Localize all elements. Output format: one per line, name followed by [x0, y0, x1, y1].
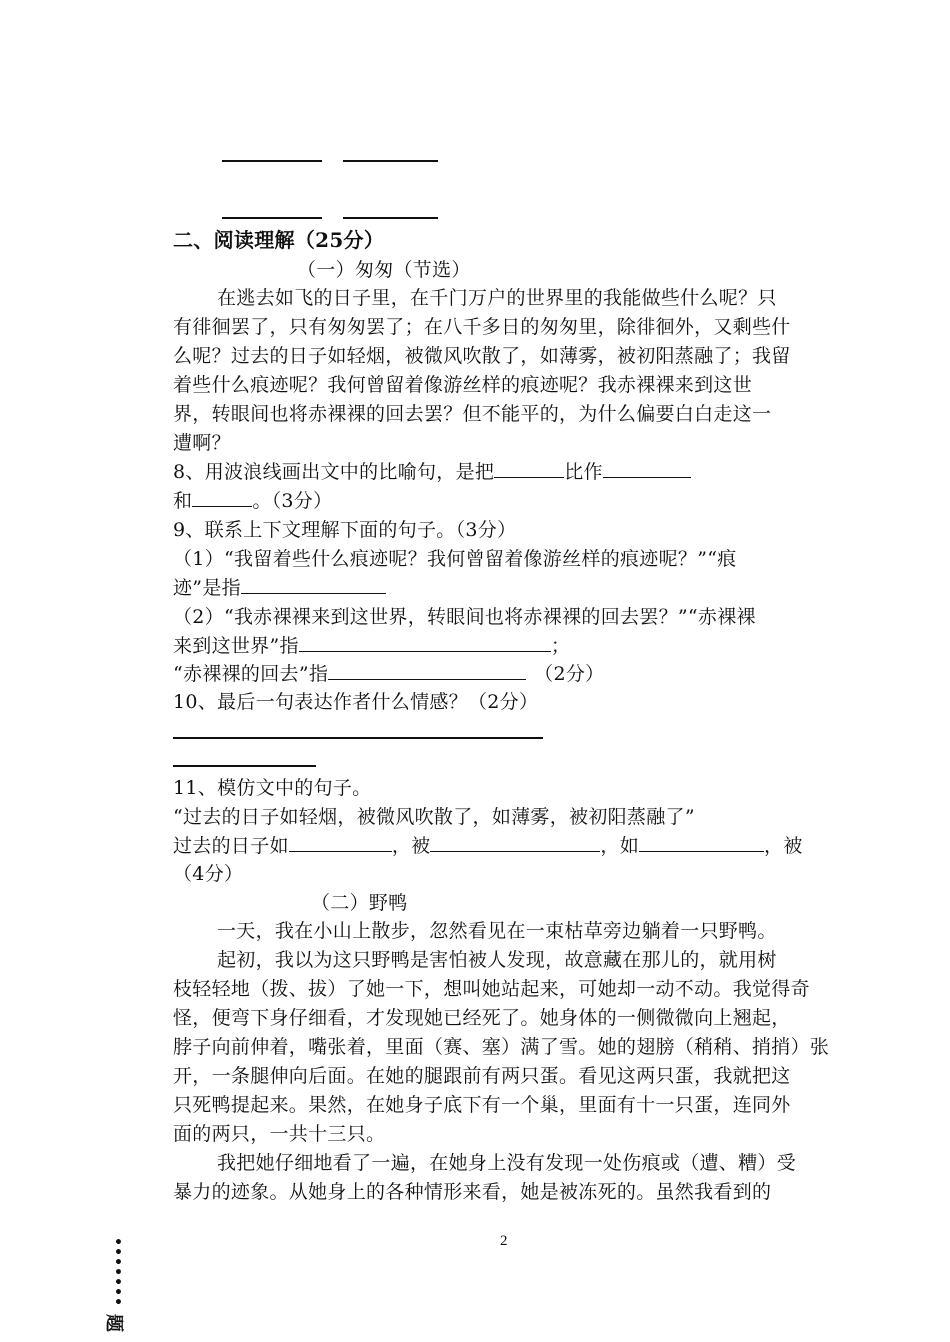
answer-blank[interactable] [241, 575, 386, 594]
passage-line: 着些什么痕迹呢？我何曾留着像游丝样的痕迹呢？我赤裸裸来到这世 [173, 374, 753, 396]
question-text: ，被 [764, 835, 803, 857]
margin-char: 题 [103, 1314, 124, 1332]
passage-line: 面的两只，一共十三只。 [173, 1123, 386, 1145]
passage-line: 只死鸭提起来。果然，在她身子底下有一个巢，里面有十一只蛋，连同外 [173, 1094, 791, 1116]
answer-blank[interactable] [603, 459, 691, 478]
question-9-part1: （1）“我留着些什么痕迹呢？我何曾留着像游丝样的痕迹呢？”“痕 [173, 548, 737, 570]
question-text: 迹”是指 [173, 577, 241, 599]
answer-blank[interactable] [494, 459, 564, 478]
passage-title: （一）匆匆（节选） [297, 259, 471, 281]
question-text: 。（3分） [252, 490, 333, 512]
question-9-part2: （2）“我赤裸裸来到这世界，转眼间也将赤裸裸的回去罢？”“赤裸裸 [173, 606, 756, 628]
page-number: 2 [500, 1233, 508, 1249]
question-8 [173, 458, 691, 487]
passage-line: 开，一条腿伸向后面。在她的腿跟前有两只蛋。看见这两只蛋，我就把这 [173, 1065, 791, 1087]
question-9: 9、联系上下文理解下面的句子。（3分） [173, 519, 517, 541]
question-11-imitation [173, 832, 803, 861]
answer-blank[interactable] [289, 833, 392, 852]
answer-blank[interactable] [639, 833, 764, 852]
passage-line: 脖子向前伸着，嘴张着，里面（赛、塞）满了雪。她的翅膀（稍稍、捎捎）张 [173, 1036, 830, 1058]
question-text: 8、用波浪线画出文中的比喻句，是把 [173, 461, 495, 483]
passage-line: 枝轻轻地（拨、拔）了她一下，想叫她站起来，可她却一动不动。我觉得奇 [173, 978, 810, 1000]
question-text: ，如 [600, 835, 640, 857]
question-9-part2-cont2 [173, 660, 604, 689]
question-text: 来到这世界”指 [173, 635, 299, 657]
section-heading: 二、阅读理解（25分） [173, 228, 385, 252]
answer-blank[interactable] [328, 661, 526, 680]
answer-blank[interactable] [299, 633, 551, 652]
passage-line: 一天，我在小山上散步，忽然看见在一束枯草旁边躺着一只野鸭。 [217, 920, 777, 942]
passage-line: 有徘徊罢了，只有匆匆罢了；在八千多日的匆匆里，除徘徊外，又剩些什 [173, 316, 791, 338]
question-text: “赤裸裸的回去”指 [173, 663, 329, 685]
question-text: ，被 [391, 835, 431, 857]
question-11-score: （4分） [173, 863, 244, 885]
passage-line: 起初，我以为这只野鸭是害怕被人发现，故意藏在那儿的，就用树 [217, 949, 777, 971]
question-text: ； [550, 635, 571, 657]
answer-blank [343, 217, 438, 219]
answer-blank [222, 217, 322, 219]
question-text: 过去的日子如 [173, 835, 289, 857]
question-9-part2-cont [173, 632, 570, 661]
answer-blank[interactable] [430, 833, 600, 852]
passage-line: 怪，便弯下身仔细看，才发现她已经死了。她身体的一侧微微向上翘起， [173, 1007, 791, 1029]
passage-title: （二）野鸭 [311, 892, 408, 914]
passage-line: 界，转眼间也将赤裸裸的回去罢？但不能平的，为什么偏要白白走这一 [173, 403, 772, 425]
passage-line: 遭啊？ [173, 432, 231, 454]
answer-blank [222, 160, 322, 162]
margin-dots: ••••••• [114, 1235, 123, 1311]
question-text: 和 [173, 490, 193, 512]
answer-blank[interactable] [192, 488, 252, 507]
passage-line: 么呢？过去的日子如轻烟，被微风吹散了，如薄雾，被初阳蒸融了；我留 [173, 345, 791, 367]
passage-line: 我把她仔细地看了一遍，在她身上没有发现一处伤痕或（遭、糟）受 [217, 1152, 797, 1174]
passage-line: 在逃去如飞的日子里，在千门万户的世界里的我能做些什么呢？只 [217, 287, 777, 309]
answer-line[interactable] [173, 765, 316, 767]
question-text: 比作 [564, 461, 603, 483]
question-11: 11、模仿文中的句子。 [173, 777, 372, 799]
answer-blank [343, 160, 438, 162]
question-9-part1-cont [173, 574, 386, 603]
passage-line: 暴力的迹象。从她身上的各种情形来看，她是被冻死的。虽然我看到的 [173, 1181, 772, 1203]
question-11-quote: “过去的日子如轻烟，被微风吹散了，如薄雾，被初阳蒸融了” [173, 806, 695, 828]
question-10: 10、最后一句表达作者什么情感？（2分） [173, 691, 539, 713]
question-8-cont [173, 487, 332, 516]
answer-line[interactable] [173, 737, 543, 739]
question-text: （2分） [534, 663, 605, 685]
